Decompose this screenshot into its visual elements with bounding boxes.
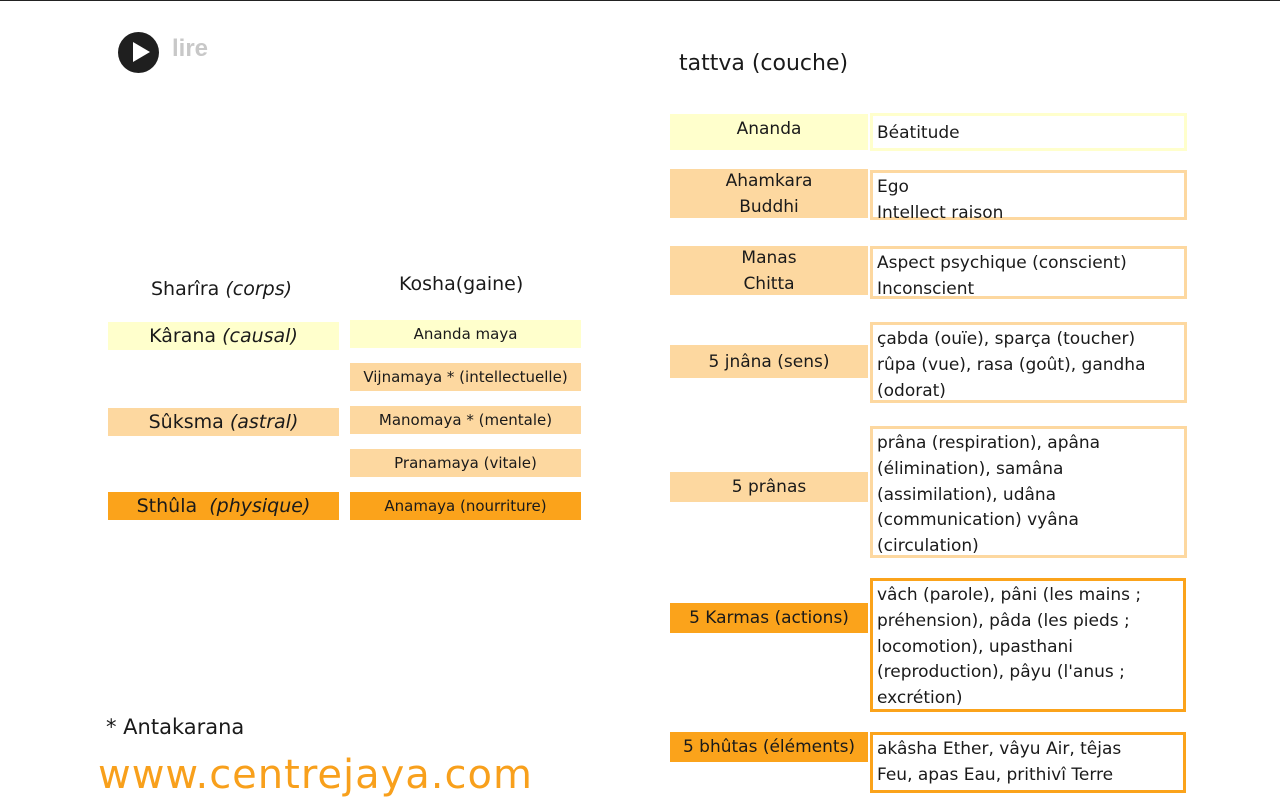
tattva-desc-line: prâna (respiration), apâna [877,433,1101,453]
tattva-label-pranas [670,472,868,502]
sharira-karana [108,322,339,350]
tattva-label-line: 5 prânas [731,477,807,497]
tattva-desc-pranas [870,426,1187,558]
tattva-desc-line: (odorat) [877,380,946,401]
tattva-label-line: Ananda [736,119,802,139]
tattva-desc-line: (reproduction), pâyu (l'anus ; [877,662,1125,683]
tattva-desc-line: excrétion) [877,688,963,709]
tattva-label-line: 5 bhûtas (éléments) [682,737,856,757]
tattva-desc-line: Feu, apas Eau, prithivî Terre [877,764,1114,785]
kosha-heading: Kosha(gaine) [399,273,524,295]
kosha-vijnamaya: Vijnamaya * (intellectuelle) [350,363,581,391]
footnote: * Antakarana [106,715,245,739]
tattva-desc-line: (communication) vyâna [877,510,1079,531]
tattva-desc-ananda [870,113,1187,151]
tattva-label-bhutas [670,732,868,762]
sharira-name: Sthûla [136,495,204,517]
play-label[interactable]: lire [172,35,209,62]
top-border [0,0,1280,1]
tattva-heading: tattva (couche) [679,51,849,76]
sharira-heading-italic: (corps) [225,278,293,300]
website-link[interactable]: www.centrejaya.com [98,752,533,798]
kosha-ananda: Ananda maya [350,320,581,348]
tattva-desc-karmas [870,578,1186,712]
tattva-desc-line: (assimilation), udâna [877,484,1057,505]
kosha-pranamaya: Pranamaya (vitale) [350,449,581,477]
tattva-desc-line: Aspect psychique (conscient) [877,253,1127,273]
tattva-label-ahamkara [670,169,868,218]
tattva-label-karmas [670,603,868,633]
tattva-desc-line: (élimination), samâna [877,458,1064,479]
tattva-desc-line: Ego [877,177,909,197]
kosha-manomaya: Manomaya * (mentale) [350,406,581,434]
play-button[interactable] [118,32,159,73]
tattva-desc-line: Intellect raison [877,202,1004,223]
kosha-anamaya: Anamaya (nourriture) [350,492,581,520]
tattva-desc-line: vâch (parole), pâni (les mains ; [877,585,1142,605]
sharira-name: Sûksma [148,411,224,433]
sharira-sthula [108,492,339,520]
tattva-desc-line: akâsha Ether, vâyu Air, têjas [877,739,1122,759]
tattva-desc-line: préhension), pâda (les pieds ; [877,610,1130,631]
tattva-desc-line: çabda (ouïe), sparça (toucher) [877,329,1136,349]
tattva-label-line: Chitta [743,273,795,294]
tattva-label-line: 5 jnâna (sens) [708,351,830,372]
sharira-italic: (astral) [229,411,299,433]
tattva-desc-line: Inconscient [877,278,975,299]
sharira-heading-text: Sharîra [151,278,220,300]
tattva-label-line: 5 Karmas (actions) [689,608,849,628]
tattva-label-ananda [670,114,868,150]
tattva-desc-bhutas [870,732,1186,793]
tattva-label-manas [670,246,868,295]
sharira-suksma [108,408,339,436]
tattva-desc-manas [870,246,1187,299]
sharira-italic: (causal) [222,325,298,347]
sharira-name: Kârana [149,325,217,347]
tattva-desc-jnana [870,322,1187,403]
tattva-desc-line: Béatitude [877,123,960,143]
play-icon [133,42,150,62]
tattva-label-line: Ahamkara [725,170,813,191]
tattva-desc-line: rûpa (vue), rasa (goût), gandha [877,354,1146,375]
tattva-desc-line: (circulation) [877,536,979,557]
sharira-italic: (physique) [209,495,311,517]
tattva-label-jnana [670,345,868,378]
sharira-heading [151,278,292,300]
tattva-desc-ahamkara [870,170,1187,223]
tattva-label-line: Manas [741,247,797,268]
tattva-label-line: Buddhi [739,196,799,217]
tattva-desc-line: locomotion), upasthani [877,636,1074,657]
